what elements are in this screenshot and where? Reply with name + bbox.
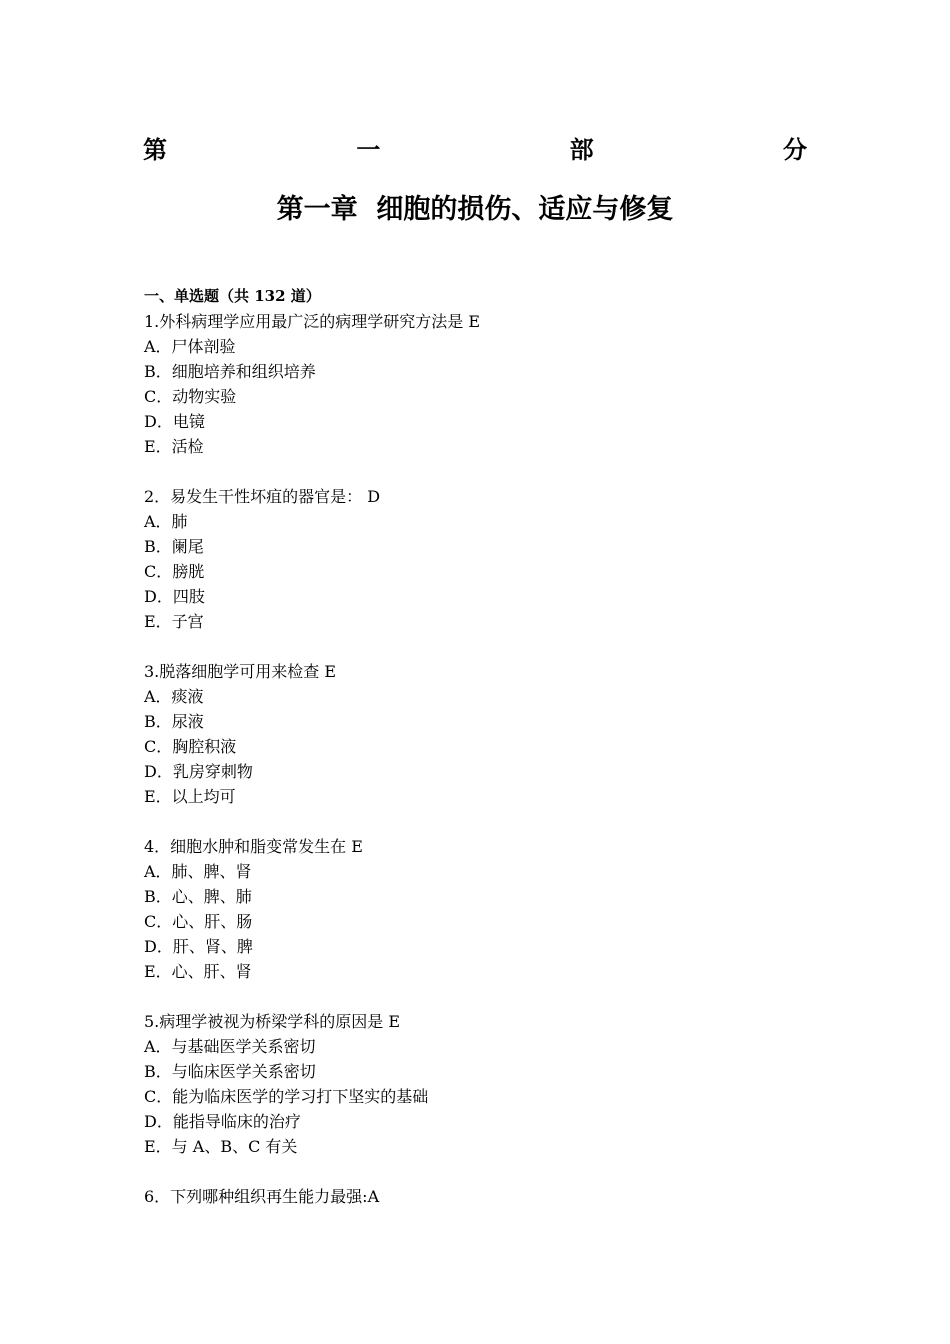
question-item bbox=[144, 1009, 824, 1159]
answer-option: C．膀胱 bbox=[144, 562, 205, 581]
answer-option: A．尸体剖验 bbox=[144, 337, 236, 356]
answer-option: C．胸腔积液 bbox=[144, 737, 237, 756]
question-stem: 3.脱落细胞学可用来检查 E bbox=[144, 662, 337, 681]
answer-option: A．肺、脾、肾 bbox=[144, 862, 252, 881]
answer-option: B．与临床医学关系密切 bbox=[144, 1062, 316, 1081]
answer-option: D．肝、肾、脾 bbox=[144, 937, 253, 956]
part-heading-char: 一 bbox=[356, 135, 381, 164]
section-title: 一、单选题（共 132 道） bbox=[144, 287, 321, 305]
question-item bbox=[144, 1184, 824, 1209]
chapter-title: 第一章 细胞的损伤、适应与修复 bbox=[276, 194, 674, 225]
answer-option: D．乳房穿刺物 bbox=[144, 762, 253, 781]
answer-option: C．心、肝、肠 bbox=[144, 912, 253, 931]
answer-option: C．能为临床医学的学习打下坚实的基础 bbox=[144, 1087, 429, 1106]
answer-option: E．活检 bbox=[144, 437, 204, 456]
answer-option: E．心、肝、肾 bbox=[144, 962, 252, 981]
answer-option: B．心、脾、肺 bbox=[144, 887, 252, 906]
question-item bbox=[144, 484, 824, 634]
question-list bbox=[144, 284, 824, 1234]
answer-option: A．痰液 bbox=[144, 687, 204, 706]
question-item bbox=[144, 309, 824, 459]
answer-option: D．电镜 bbox=[144, 412, 205, 431]
answer-option: C．动物实验 bbox=[144, 387, 237, 406]
answer-option: E．以上均可 bbox=[144, 787, 236, 806]
question-stem: 4．细胞水肿和脂变常发生在 E bbox=[144, 837, 363, 856]
answer-option: D．能指导临床的治疗 bbox=[144, 1112, 301, 1131]
answer-option: E．子宫 bbox=[144, 612, 204, 631]
part-heading-char: 第 bbox=[143, 135, 167, 164]
question-stem: 1.外科病理学应用最广泛的病理学研究方法是 E bbox=[144, 312, 481, 331]
part-heading bbox=[143, 131, 807, 163]
question-stem: 2．易发生干性坏疽的器官是： D bbox=[144, 487, 381, 506]
question-item bbox=[144, 659, 824, 809]
answer-option: B．尿液 bbox=[144, 712, 204, 731]
answer-option: E．与 A、B、C 有关 bbox=[144, 1137, 298, 1156]
part-heading-char: 部 bbox=[569, 135, 594, 164]
question-stem: 5.病理学被视为桥梁学科的原因是 E bbox=[144, 1012, 401, 1031]
question-item bbox=[144, 834, 824, 984]
question-stem: 6．下列哪种组织再生能力最强:A bbox=[144, 1187, 380, 1206]
answer-option: B．阑尾 bbox=[144, 537, 204, 556]
answer-option: D．四肢 bbox=[144, 587, 205, 606]
part-heading-char: 分 bbox=[782, 135, 807, 164]
answer-option: A．肺 bbox=[144, 512, 188, 531]
answer-option: B．细胞培养和组织培养 bbox=[144, 362, 316, 381]
answer-option: A．与基础医学关系密切 bbox=[144, 1037, 316, 1056]
